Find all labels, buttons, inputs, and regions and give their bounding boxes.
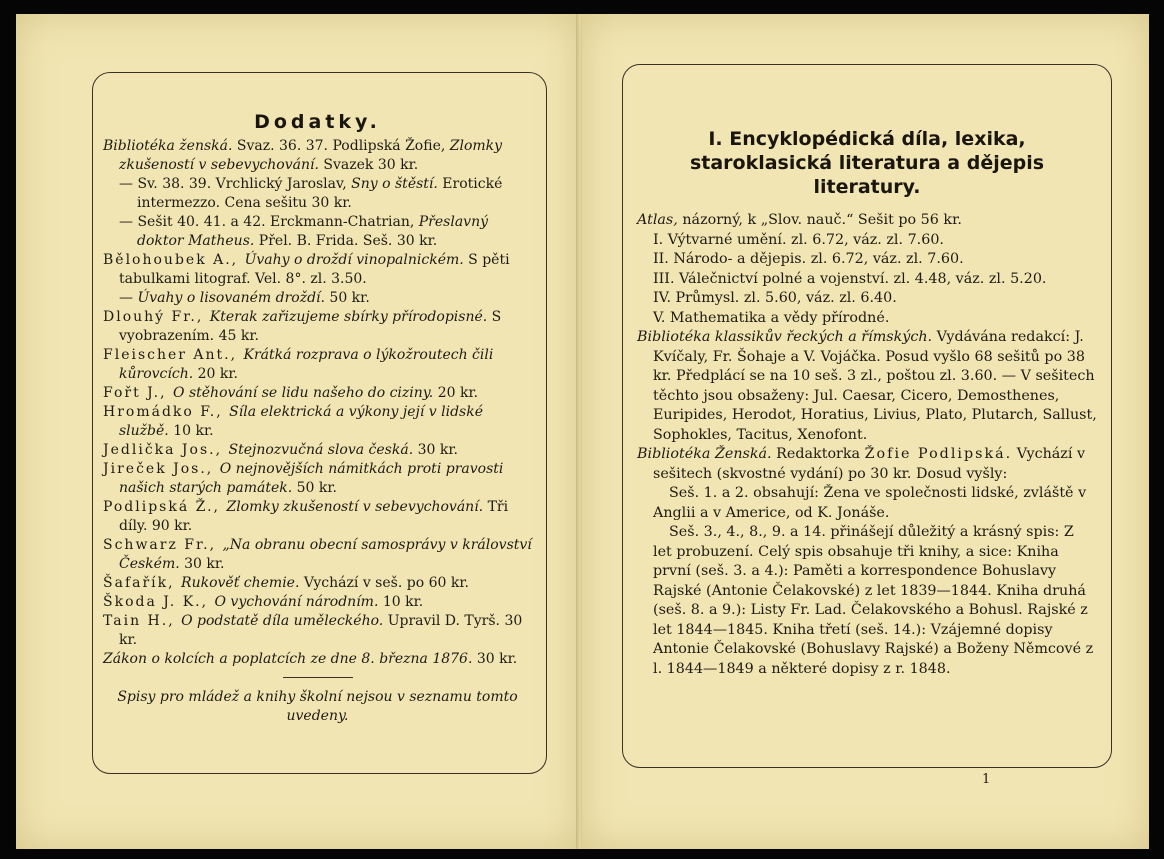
catalog-entry	[103, 574, 532, 593]
entry-text: 30 kr.	[184, 556, 225, 572]
entry-text: Tři díly. 90 kr.	[119, 499, 509, 534]
entry-author: Hromádko F.,	[103, 404, 230, 420]
entry-title: Zlomky zkušeností v sebevychování.	[226, 499, 484, 515]
entry-title: Krátká rozprava o lýkožroutech čili kůrovcích.	[119, 347, 494, 382]
catalog-entry	[637, 484, 1097, 523]
entry-author: Dlouhý Fr.,	[103, 309, 210, 325]
catalog-entry	[103, 650, 532, 669]
entry-text: Vychází v seš. po 60 kr.	[303, 575, 469, 591]
entry-title: Rukověť chemie.	[181, 575, 300, 591]
catalog-entry	[103, 137, 532, 175]
catalog-entry	[637, 445, 1097, 484]
entry-text: IV. Průmysl. zl. 5.60, váz. zl. 6.40.	[653, 290, 897, 306]
catalog-entry	[637, 523, 1097, 679]
catalog-entry	[103, 441, 532, 460]
entry-text: Vydávána redakcí: J. Kvíčaly, Fr. Šohaje a V. Vojáčka. Posud vyšlo 68 sešitů po 38 kr. Předplácí se na 10 seš. 3 zl., poštou zl. 3.60. — V sešitech těchto jsou obsaženy: Jul. Caesar, Cicero, Demosthenes, Euripides, Herodot, Horatius, Livius, Plato, Plutarch, Sallust, Sophokles, Tacitus, Xenofont.	[653, 329, 1097, 443]
entry-author: Škoda J. K.,	[103, 594, 215, 610]
entry-text: Erotické intermezzo. Cena sešitu 30 kr.	[137, 176, 503, 211]
entry-title: „Na obranu obecní samosprávy v království Českém.	[119, 537, 532, 572]
catalog-entry	[103, 403, 532, 441]
entry-text: 30 kr.	[417, 442, 458, 458]
entry-text: 30 kr.	[476, 651, 518, 667]
entry-text: 10 kr.	[382, 594, 424, 610]
entry-title: Kterak zařizujeme sbírky přírodopisné.	[209, 309, 488, 325]
right-page-frame	[622, 64, 1112, 768]
page-number: 1	[982, 772, 991, 787]
catalog-entry	[103, 289, 532, 308]
entry-author: Tain H.,	[103, 613, 182, 629]
entry-text: — Sv. 38. 39. Vrchlický Jaroslav,	[119, 176, 352, 192]
entry-text: —	[119, 290, 138, 306]
entry-text: II. Národo- a dějepis. zl. 6.72, váz. zl. 7.60.	[653, 251, 964, 267]
entry-author: Šafařík,	[103, 575, 182, 591]
entry-title: Sny o štěstí.	[351, 176, 438, 192]
entry-author: Fořt J.,	[103, 385, 174, 401]
entry-title: Bibliotéka klassikův řeckých a římských.	[637, 329, 933, 345]
entry-text: Upravil D. Tyrš. 30 kr.	[119, 613, 523, 648]
catalog-entry	[637, 231, 1097, 251]
entry-text: III. Válečnictví polné a vojenství. zl. 4.48, váz. zl. 5.20.	[653, 270, 1047, 287]
catalog-entry	[103, 213, 532, 251]
catalog-entry	[637, 270, 1097, 290]
entry-title: Zákon o kolcích a poplatcích ze dne 8. března 1876.	[103, 651, 473, 667]
entry-title: O stěhování se lidu našeho do ciziny.	[173, 385, 434, 401]
catalog-entry	[103, 346, 532, 384]
entry-text: Redaktorka	[776, 446, 865, 462]
right-entry-list	[637, 211, 1097, 679]
entry-text: 20 kr.	[197, 366, 238, 382]
entry-text: V. Mathematika a vědy přírodné.	[653, 309, 890, 326]
catalog-entry	[103, 612, 532, 650]
entry-text: — Sešit 40. 41. a 42. Erckmann-Chatrian,	[119, 214, 419, 230]
entry-title: Zlomky zkušeností v sebevychování.	[119, 138, 503, 173]
entry-text: S pěti tabulkami litograf. Vel. 8°. zl. 3.50.	[119, 252, 510, 287]
entry-text: Seš. 1. a 2. obsahují: Žena ve společnosti lidské, zvláště v Anglii a v Americe, od K. Jonáše.	[653, 485, 1087, 521]
catalog-entry	[637, 250, 1097, 270]
left-page	[16, 14, 578, 849]
entry-title: Bibliotéka ženská.	[103, 138, 233, 154]
footnote: Spisy pro mládež a knihy školní nejsou v seznamu tomto uvedeny.	[117, 689, 518, 724]
entry-title: O podstatě díla uměleckého.	[181, 613, 384, 629]
entry-title: Síla elektrická a výkony její v lidské službě.	[119, 404, 483, 439]
catalog-entry	[637, 289, 1097, 309]
right-page-title: I. Encyklopédická díla, lexika, staroklasická literatura a dějepis literatury.	[689, 128, 1045, 198]
entry-author: Žofie Podlipská.	[864, 446, 1013, 462]
separator-rule	[283, 677, 353, 678]
right-page	[582, 14, 1149, 849]
entry-text: Seš. 3., 4., 8., 9. a 14. přinášejí důležitý a krásný spis: Z let probuzení. Celý spis obsahuje tři knihy, a sice: Kniha první (seš. 3. a 4.): Paměti a korrespondence Bohuslavy Rajské (Antonie Čelakovské) z let 1839—1844. Kniha druhá (seš. 8. a 9.): Listy Fr. Lad. Čelakovského a Bohusl. Rajské z let 1844—1845. Kniha třetí (seš. 14.): Vzájemné dopisy Antonie Čelakovské (Bohuslavy Rajské) a Boženy Němcové z l. 1844—1849 a některé dopisy z r. 1848.	[653, 524, 1094, 677]
entry-text: Svazek 30 kr.	[323, 157, 419, 173]
catalog-entry	[637, 309, 1097, 329]
entry-title: O nejnovějších námitkách proti pravosti našich starých památek.	[119, 461, 504, 496]
entry-text: Přel. B. Frida. Seš. 30 kr.	[258, 233, 438, 249]
entry-text: Vychází v sešitech (skvostné vydání) po 30 kr. Dosud vyšly:	[653, 446, 1086, 482]
catalog-entry	[103, 536, 532, 574]
entry-title: Atlas,	[637, 212, 678, 228]
catalog-entry	[637, 328, 1097, 445]
catalog-entry	[103, 175, 532, 213]
catalog-entry	[103, 593, 532, 612]
left-page-frame	[92, 72, 547, 774]
left-entry-list	[103, 137, 532, 669]
entry-text: 10 kr.	[173, 423, 214, 439]
entry-text: Svaz. 36. 37. Podlipská Žofie,	[236, 138, 450, 154]
entry-text: 50 kr.	[296, 480, 337, 496]
entry-text: I. Výtvarné umění. zl. 6.72, váz. zl. 7.60.	[653, 231, 944, 248]
entry-author: Jireček Jos.,	[103, 461, 220, 477]
entry-title: Přeslavný doktor Matheus.	[137, 214, 489, 249]
catalog-entry	[103, 498, 532, 536]
entry-text: 50 kr.	[329, 290, 370, 306]
entry-title: Úvahy o droždí vinopalnickém.	[244, 252, 464, 268]
catalog-entry	[103, 251, 532, 289]
entry-author: Jedlička Jos.,	[103, 442, 229, 458]
entry-author: Podlipská Ž.,	[103, 499, 227, 515]
entry-title: O vychování národním.	[214, 594, 379, 610]
entry-author: Schwarz Fr.,	[103, 537, 223, 553]
entry-author: Fleischer Ant.,	[103, 347, 244, 363]
catalog-entry	[103, 384, 532, 403]
entry-author: Bělohoubek A.,	[103, 252, 245, 268]
entry-text: S vyobrazením. 45 kr.	[119, 309, 502, 344]
catalog-entry	[103, 460, 532, 498]
entry-title: Úvahy o lisovaném droždí.	[137, 290, 325, 306]
entry-title: Stejnozvučná slova česká.	[228, 442, 414, 458]
entry-text: 20 kr.	[437, 385, 479, 401]
catalog-entry	[103, 308, 532, 346]
catalog-entry	[637, 211, 1097, 231]
left-page-title: Dodatky.	[254, 111, 381, 133]
entry-text: názorný, k „Slov. nauč.“ Sešit po 56 kr.	[682, 212, 962, 228]
entry-title: Bibliotéka Ženská.	[637, 446, 772, 462]
